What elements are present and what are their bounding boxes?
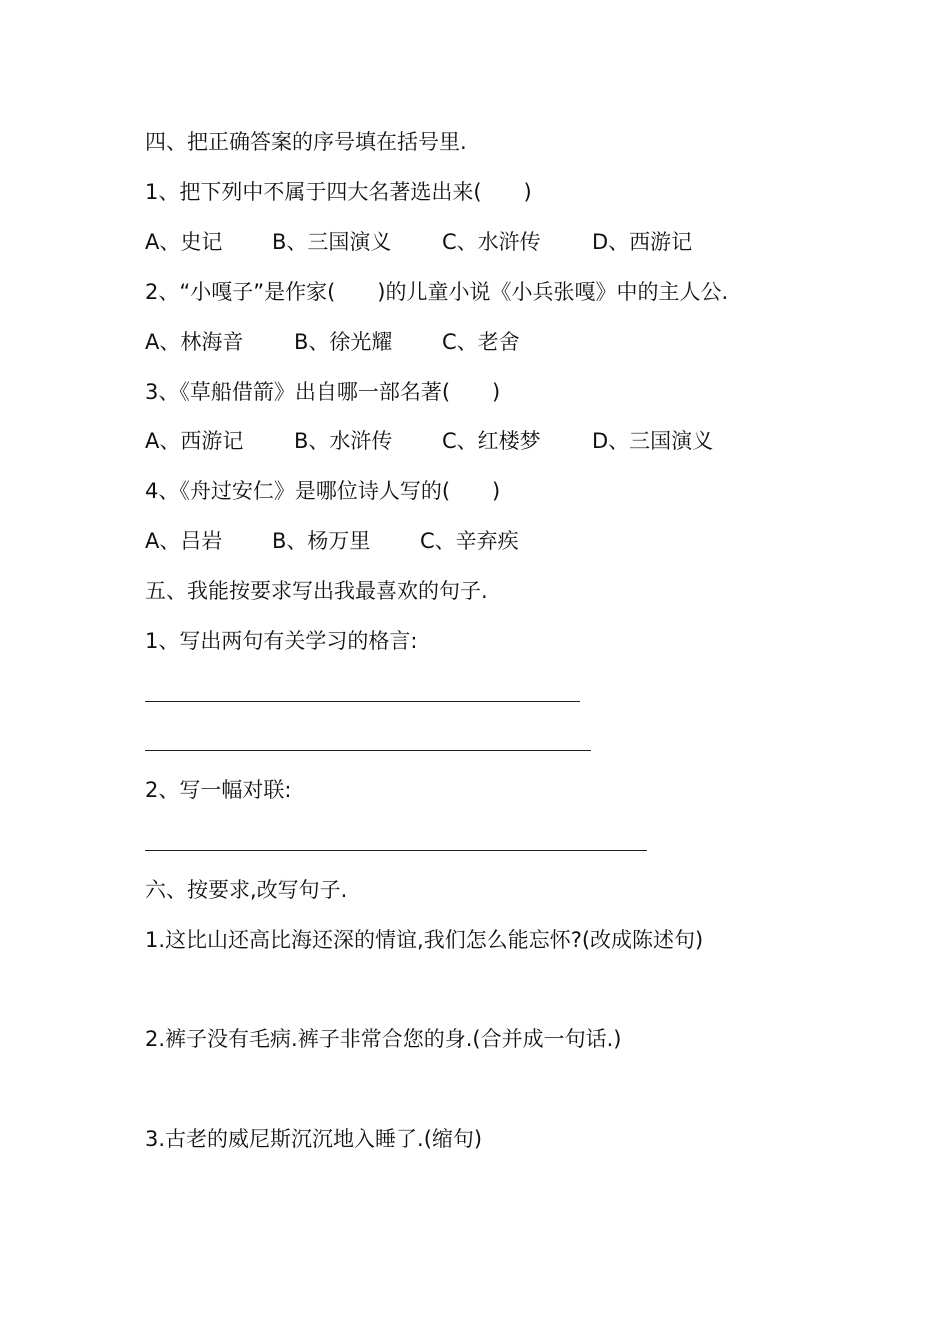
option-4-2-c: C、老舍 <box>442 330 520 354</box>
question-4-1: 1、把下列中不属于四大名著选出来( ) <box>145 180 532 204</box>
question-6-2: 2.裤子没有毛病.裤子非常合您的身.(合并成一句话.) <box>145 1027 622 1051</box>
option-4-1-a: A、史记 <box>145 230 223 254</box>
option-4-1-b: B、三国演义 <box>272 230 392 254</box>
option-4-4-b: B、杨万里 <box>272 529 371 553</box>
option-4-1-c: C、水浒传 <box>442 230 541 254</box>
option-4-3-a: A、西游记 <box>145 429 244 453</box>
answer-line <box>145 850 647 851</box>
option-4-2-b: B、徐光耀 <box>294 330 393 354</box>
option-4-4-a: A、吕岩 <box>145 529 223 553</box>
option-4-2-a: A、林海音 <box>145 330 244 354</box>
section-4-heading: 四、把正确答案的序号填在括号里. <box>145 130 467 154</box>
answer-line <box>145 701 580 702</box>
question-4-2: 2、“小嘎子”是作家( )的儿童小说《小兵张嘎》中的主人公. <box>145 280 729 304</box>
question-5-1: 1、写出两句有关学习的格言: <box>145 629 418 653</box>
option-4-1-d: D、西游记 <box>592 230 693 254</box>
question-4-4: 4、《舟过安仁》是哪位诗人写的( ) <box>145 479 501 503</box>
answer-line <box>145 750 591 751</box>
section-6-heading: 六、按要求,改写句子. <box>145 878 348 902</box>
option-4-3-b: B、水浒传 <box>294 429 393 453</box>
option-4-4-c: C、辛弃疾 <box>420 529 519 553</box>
option-4-3-d: D、三国演义 <box>592 429 714 453</box>
option-4-3-c: C、红楼梦 <box>442 429 541 453</box>
question-6-3: 3.古老的威尼斯沉沉地入睡了.(缩句) <box>145 1127 483 1151</box>
question-6-1: 1.这比山还高比海还深的情谊,我们怎么能忘怀?(改成陈述句) <box>145 928 704 952</box>
section-5-heading: 五、我能按要求写出我最喜欢的句子. <box>145 579 488 603</box>
question-5-2: 2、写一幅对联: <box>145 778 292 802</box>
question-4-3: 3、《草船借箭》出自哪一部名著( ) <box>145 380 501 404</box>
